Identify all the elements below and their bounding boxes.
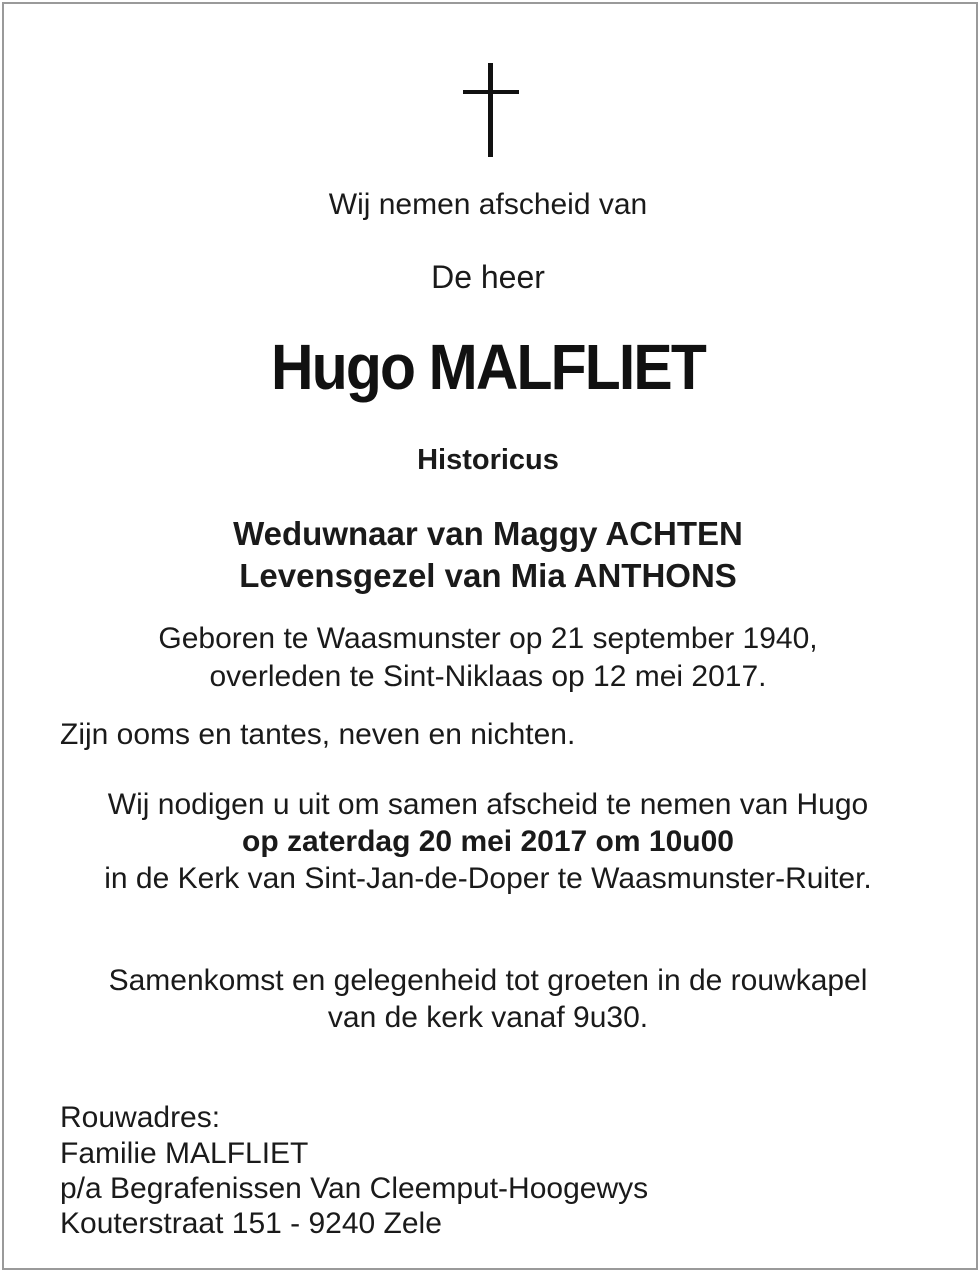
deceased-name: Hugo MALFLIET: [271, 331, 705, 403]
gathering-time: van de kerk vanaf 9u30.: [327, 1001, 649, 1034]
invitation-line: Wij nodigen u uit om samen afscheid te nemen van Hugo: [107, 788, 869, 821]
address-label: Rouwadres:: [60, 1101, 221, 1134]
relation-widower: Weduwnaar van Maggy ACHTEN: [233, 515, 743, 552]
cross-icon: [463, 63, 519, 157]
cross-vertical-bar: [488, 63, 493, 157]
address-line: Familie MALFLIET: [60, 1137, 309, 1170]
address-line: p/a Begrafenissen Van Cleemput-Hoogewys: [60, 1172, 649, 1205]
cross-horizontal-bar: [463, 90, 519, 94]
address-line: Kouterstraat 151 - 9240 Zele: [60, 1207, 442, 1240]
gathering-line: Samenkomst en gelegenheid tot groeten in de rouwkapel: [108, 964, 868, 997]
intro-text: Wij nemen afscheid van: [328, 188, 648, 221]
birth-info: Geboren te Waasmunster op 21 september 1940,: [158, 622, 818, 655]
death-info: overleden te Sint-Niklaas op 12 mei 2017.: [209, 660, 767, 693]
profession: Historicus: [417, 444, 559, 476]
ceremony-date: op zaterdag 20 mei 2017 om 10u00: [242, 825, 734, 858]
ceremony-place: in de Kerk van Sint-Jan-de-Doper te Waasmunster-Ruiter.: [104, 862, 872, 895]
relation-partner: Levensgezel van Mia ANTHONS: [239, 557, 737, 594]
family-line: Zijn ooms en tantes, neven en nichten.: [60, 718, 576, 751]
title-prefix: De heer: [431, 259, 545, 295]
